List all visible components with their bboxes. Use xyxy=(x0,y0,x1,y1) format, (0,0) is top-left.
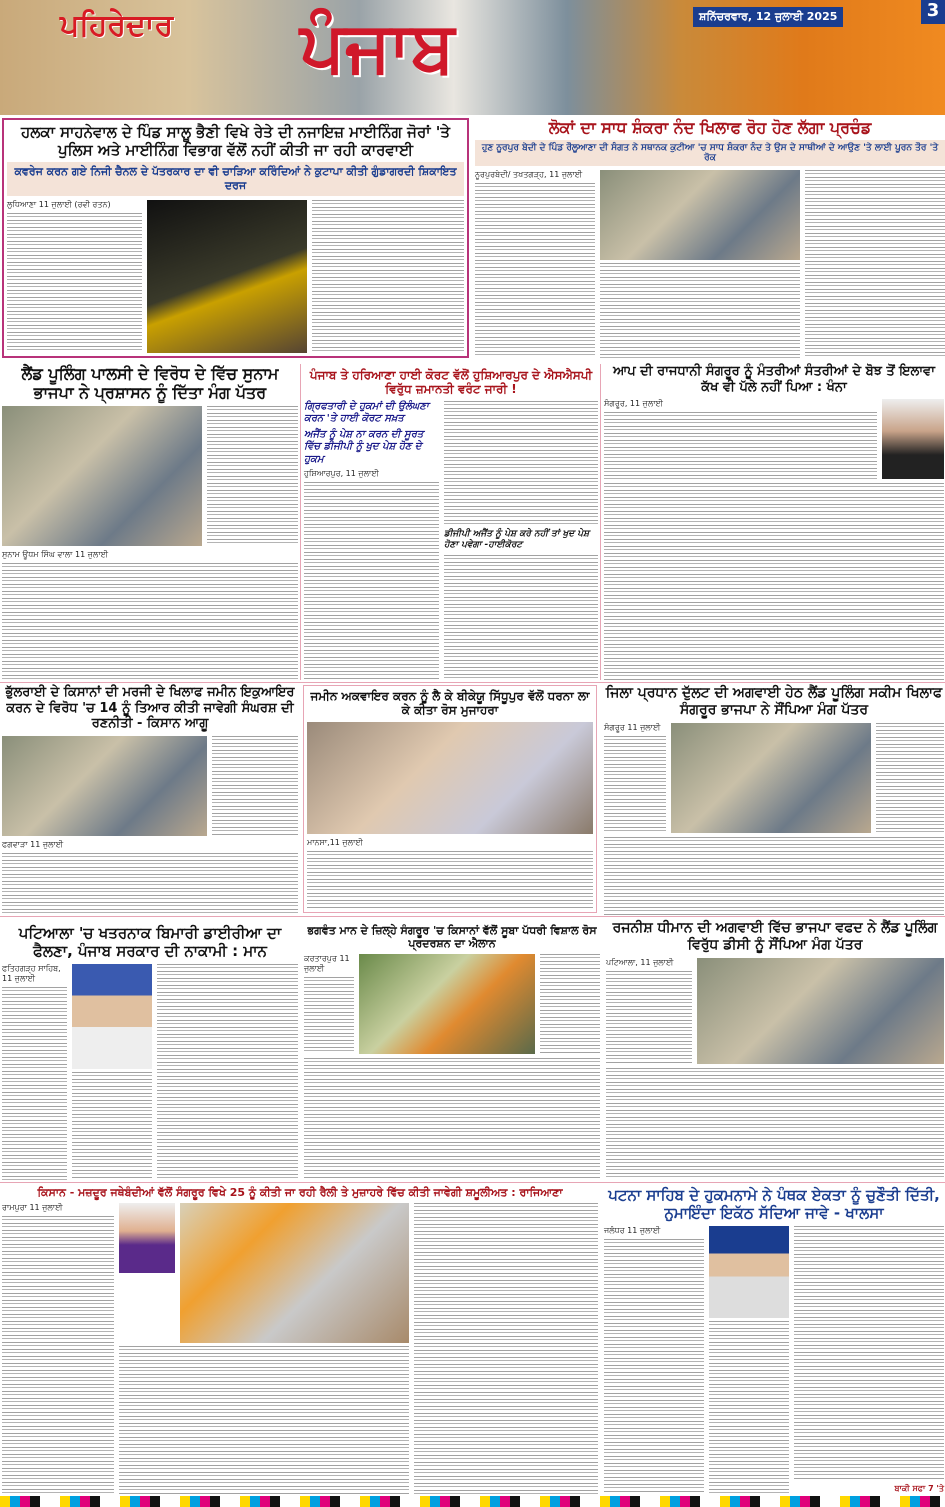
bjp-meeting-photo xyxy=(671,723,871,833)
story-dullat xyxy=(604,685,944,915)
body-text xyxy=(207,406,298,546)
union-meeting-photo xyxy=(180,1203,409,1343)
headline: ਕਿਸਾਨ - ਮਜ਼ਦੂਰ ਜਥੇਬੰਦੀਆਂ ਵੱਲੋਂ ਸੰਗਰੂਰ ਵਿਖੇ 25 ਨੂੰ ਕੀਤੀ ਜਾ ਰਹੀ ਰੈਲੀ ਤੇ ਮੁਜ਼ਾਹਰੇ ਵਿੱਚ ਕੀਤੀ ਜਾਵੇਗੀ ਸ਼ਮੂਲੀਅਤ : ਰਾਜਿਆਣਾ xyxy=(37,1186,563,1199)
body-text xyxy=(475,183,595,358)
dateline: ਸੰਗਰੂਰ 11 ਜੁਲਾਈ xyxy=(604,722,661,732)
column-rule xyxy=(600,364,601,680)
headline: ਲੋਕਾਂ ਦਾ ਸਾਧ ਸ਼ੰਕਰਾ ਨੰਦ ਖਿਲਾਫ ਰੋਹ ਹੋਣ ਲੱਗਾ ਪ੍ਰਚੰਡ xyxy=(548,118,872,137)
subhead: ਹੁਣ ਨੂਰਪੁਰ ਬੇਦੀ ਦੇ ਪਿੰਡ ਰੌਲੂਆਣਾ ਦੀ ਸੰਗਤ ਨੇ ਸਥਾਨਕ ਕੁਟੀਆ 'ਚ ਸਾਧ ਸ਼ੰਕਰਾ ਨੰਦ ਤੇ ਉਸ ਦੇ ਸਾਥੀਆਂ ਦੇ ਆਉਣ 'ਤੇ ਲਾਈ ਪੂਰਨ ਤੌਰ 'ਤੇ ਰੋਕ xyxy=(475,140,945,166)
portrait-photo xyxy=(882,399,944,479)
story-aap xyxy=(604,364,944,680)
dateline: ਫਗਵਾੜਾ 11 ਜੁਲਾਈ xyxy=(2,839,64,849)
body-text xyxy=(157,964,298,1180)
body-text xyxy=(307,851,593,909)
body-text xyxy=(709,1321,789,1494)
body-text xyxy=(312,200,464,353)
headline: ਪਟਨਾ ਸਾਹਿਬ ਦੇ ਹੁਕਮਨਾਮੇ ਨੇ ਪੰਥਕ ਏਕਤਾ ਨੂੰ ਚੁਣੌਤੀ ਦਿੱਤੀ, ਨੁਮਾਇੰਦਾ ਇਕੱਠ ਸੱਦਿਆ ਜਾਵੇ - ਖਾਲਸਾ xyxy=(608,1186,940,1222)
portrait-photo xyxy=(72,964,152,1069)
body-text xyxy=(805,170,945,358)
body-text xyxy=(604,483,944,680)
mining-photo xyxy=(147,200,307,353)
dateline: ਫਤਿਹਗੜ੍ਹ ਸਾਹਿਬ, 11 ਜੁਲਾਈ xyxy=(2,964,61,983)
dateline: ਕਰਤਾਰਪੁਰ 11 ਜੁਲਾਈ xyxy=(304,954,350,974)
body-text xyxy=(606,971,692,1064)
story-kisan xyxy=(2,1186,598,1494)
body-text xyxy=(540,954,600,1054)
dateline: ਨੂਰਪੁਰਬੇਦੀ/ ਤਖਤਗੜ੍ਹ, 11 ਜੁਲਾਈ xyxy=(475,170,583,180)
row-rule xyxy=(0,916,945,917)
delegation-photo xyxy=(2,406,202,546)
story-patiala xyxy=(2,920,298,1180)
bullet-2: ਅਜੈਂਤ ਨੂੰ ਪੇਸ਼ ਨਾ ਕਰਨ ਦੀ ਸੂਰਤ ਵਿੱਚ ਡੀਜੀਪੀ ਨੂੰ ਖੁਦ ਪੇਸ਼ ਹੋਣ ਦੇ ਹੁਕਮ xyxy=(304,428,424,465)
body-text xyxy=(604,1239,704,1494)
body-text xyxy=(444,401,598,526)
story-patna xyxy=(604,1186,944,1494)
body-text xyxy=(444,555,598,680)
headline: ਪੰਜਾਬ ਤੇ ਹਰਿਆਣਾ ਹਾਈ ਕੋਰਟ ਵੱਲੋਂ ਹੁਸ਼ਿਆਰਪੁਰ ਦੇ ਐਸਐਸਪੀ ਵਿਰੁੱਧ ਜ਼ਮਾਨਤੀ ਵਰੰਟ ਜਾਰੀ ! xyxy=(309,368,593,397)
inline-heading: ਡੀਜੀਪੀ ਅਜੈਂਤ ਨੂੰ ਪੇਸ਼ ਕਰੇ ਨਹੀਂ ਤਾਂ ਖੁਦ ਪੇਸ਼ ਹੋਣਾ ਪਵੇਗਾ -ਹਾਈਕੋਰਟ xyxy=(444,529,590,551)
body-text xyxy=(304,977,354,1054)
row-rule xyxy=(0,682,945,683)
farmers-meeting-photo xyxy=(359,954,535,1054)
protest-photo xyxy=(307,722,593,834)
continued-note: ਬਾਕੀ ਸਫਾ 7 'ਤੇ xyxy=(894,1484,944,1493)
column-rule xyxy=(300,364,301,680)
headline: ਹਲਕਾ ਸਾਹਨੇਵਾਲ ਦੇ ਪਿੰਡ ਸਾਲੂ ਭੈਣੀ ਵਿਖੇ ਰੇਤੇ ਦੀ ਨਜਾਇਜ਼ ਮਾਈਨਿੰਗ ਜੋਰਾਂ 'ਤੇ ਪੁਲਿਸ ਅਤੇ ਮਾਈਨਿੰਗ ਵਿਭਾਗ ਵੱਲੋਂ ਨਹੀਂ ਕੀਤੀ ਜਾ ਰਹੀ ਕਾਰਵਾਈ xyxy=(21,123,450,159)
subhead: ਕਵਰੇਜ ਕਰਨ ਗਏ ਨਿਜੀ ਚੈਨਲ ਦੇ ਪੱਤਰਕਾਰ ਦਾ ਵੀ ਚਾੜਿਆ ਕਰਿੰਦਿਆਂ ਨੇ ਕੁਟਾਪਾ ਕੀਤੀ ਗੁੰਡਾਗਰਦੀ ਸ਼ਿਕਾਇਤ ਦਰਜ xyxy=(7,162,464,196)
headline: ਰਜਨੀਸ਼ ਧੀਮਾਨ ਦੀ ਅਗਵਾਈ ਵਿੱਚ ਭਾਜਪਾ ਵਫਦ ਨੇ ਲੈਂਡ ਪੂਲਿੰਗ ਵਿਰੁੱਧ ਡੀਸੀ ਨੂੰ ਸੌਂਪਿਆ ਮੰਗ ਪੱਤਰ xyxy=(612,920,938,953)
body-text xyxy=(72,1072,152,1180)
headline: ਭੁੱਲਰਾਈ ਦੇ ਕਿਸਾਨਾਂ ਦੀ ਮਰਜੀ ਦੇ ਖਿਲਾਫ ਜਮੀਨ ਇਕੁਆਇਰ ਕਰਨ ਦੇ ਵਿਰੋਧ 'ਚ 14 ਨੂੰ ਤਿਆਰ ਕੀਤੀ ਜਾਵੇਗੀ ਸੰਘਰਸ਼ ਦੀ ਰਣਨੀਤੀ - ਕਿਸਾਨ ਆਗੂ xyxy=(5,685,295,732)
story-sunam xyxy=(2,364,298,680)
issue-date: ਸ਼ਨਿੱਚਰਵਾਰ, 12 ਜੁਲਾਈ 2025 xyxy=(693,7,843,27)
dateline: ਸੁਨਾਮ ਊਧਮ ਸਿੰਘ ਵਾਲਾ 11 ਜੁਲਾਈ xyxy=(2,550,109,560)
story-mann xyxy=(304,920,600,1180)
portrait-photo xyxy=(709,1226,789,1318)
headline: ਆਪ ਦੀ ਰਾਜਧਾਨੀ ਸੰਗਰੂਰ ਨੂੰ ਮੰਤਰੀਆਂ ਸੰਤਰੀਆਂ ਦੇ ਬੋਝ ਤੋਂ ਇਲਾਵਾ ਕੱਖ ਵੀ ਪੱਲੇ ਨਹੀਂ ਪਿਆ : ਖੰਨਾ xyxy=(613,364,935,395)
body-text xyxy=(600,263,800,358)
section-title: ਪੰਜਾਬ xyxy=(300,5,455,88)
body-text xyxy=(119,1346,409,1494)
dateline: ਪਟਿਆਲਾ, 11 ਜੁਲਾਈ xyxy=(606,957,674,967)
body-text xyxy=(7,213,142,353)
row-rule xyxy=(0,1182,945,1183)
headline: ਭਗਵੰਤ ਮਾਨ ਦੇ ਜ਼ਿਲ੍ਹੇ ਸੰਗਰੂਰ 'ਚ ਕਿਸਾਨਾਂ ਵੱਲੋਂ ਸੂਬਾ ਪੱਧਰੀ ਵਿਸ਼ਾਲ ਰੋਸ ਪ੍ਰਦਰਸ਼ਨ ਦਾ ਐਲਾਨ xyxy=(307,924,597,951)
body-text xyxy=(304,1058,600,1180)
story-bhulrai xyxy=(2,685,298,915)
body-text xyxy=(212,736,298,836)
body-text xyxy=(604,412,877,479)
story-mining xyxy=(2,118,469,358)
dateline: ਰਾਮਪੁਰਾ 11 ਜੁਲਾਈ xyxy=(2,1203,63,1213)
dateline: ਸੰਗਰੂਰ, 11 ਜੁਲਾਈ xyxy=(604,399,663,409)
body-text xyxy=(606,1068,944,1180)
headline: ਜਿਲਾ ਪ੍ਰਧਾਨ ਦੁੱਲਟ ਦੀ ਅਗਵਾਈ ਹੇਠ ਲੈਂਡ ਪੂਲਿੰਗ ਸਕੀਮ ਖਿਲਾਫ ਸੰਗਰੂਰ ਭਾਜਪਾ ਨੇ ਸੌਂਪਿਆ ਮੰਗ ਪੱਤਰ xyxy=(605,685,943,718)
dateline: ਹੁਸ਼ਿਆਰਪੁਰ, 11 ਜੁਲਾਈ xyxy=(304,469,379,479)
page-number: 3 xyxy=(921,0,945,24)
gathering-photo xyxy=(600,170,800,260)
story-sadh xyxy=(475,118,945,358)
body-text xyxy=(2,1216,114,1494)
headline: ਜਮੀਨ ਅਕਵਾਇਰ ਕਰਨ ਨੂੰ ਲੈ ਕੇ ਬੀਕੇਯੂ ਸਿੱਧੂਪੁਰ ਵੱਲੋਂ ਧਰਨਾ ਲਾ ਕੇ ਕੀਤਾ ਰੋਸ ਮੁਜਾਹਰਾ xyxy=(310,689,590,718)
headline: ਪਟਿਆਲਾ 'ਚ ਖਤਰਨਾਕ ਬਿਮਾਰੀ ਡਾਈਰੀਆ ਦਾ ਫੈਲਣਾ, ਪੰਜਾਬ ਸਰਕਾਰ ਦੀ ਨਾਕਾਮੀ : ਮਾਨ xyxy=(18,924,282,960)
newspaper-logo: ਪਹਿਰੇਦਾਰ xyxy=(60,8,174,43)
portrait-photo xyxy=(119,1203,175,1273)
body-text xyxy=(414,1203,598,1494)
print-color-bar xyxy=(0,1496,945,1507)
body-text xyxy=(2,853,298,915)
body-text xyxy=(604,736,666,833)
headline: ਲੈਂਡ ਪੂਲਿੰਗ ਪਾਲਸੀ ਦੇ ਵਿਰੋਧ ਦੇ ਵਿੱਚ ਸੁਨਾਮ ਭਾਜਪਾ ਨੇ ਪ੍ਰਸ਼ਾਸਨ ਨੂੰ ਦਿੱਤਾ ਮੰਗ ਪੱਤਰ xyxy=(21,364,279,403)
story-dhiman xyxy=(606,920,944,1180)
bullet-1: ਗ੍ਰਿਫਤਾਰੀ ਦੇ ਹੁਕਮਾਂ ਦੀ ਉਲੰਘਣਾ ਕਰਨ 'ਤੇ ਹਾਈ ਕੋਰਟ ਸਖ਼ਤ xyxy=(304,400,429,425)
body-text xyxy=(2,563,298,680)
body-text xyxy=(604,837,944,915)
story-bku xyxy=(303,685,597,913)
body-text xyxy=(876,723,944,833)
body-text xyxy=(2,987,67,1180)
dateline: ਲੁਧਿਆਣਾ 11 ਜੁਲਾਈ (ਰਵੀ ਰਤਨ) xyxy=(7,200,111,209)
dc-meeting-photo xyxy=(697,958,944,1064)
farmers-photo xyxy=(2,736,207,836)
dateline: ਜਲੰਧਰ 11 ਜੁਲਾਈ xyxy=(604,1226,661,1235)
body-text xyxy=(304,482,439,680)
dateline: ਮਾਨਸਾ,11 ਜੁਲਾਈ xyxy=(307,837,363,847)
body-text xyxy=(794,1226,944,1481)
story-highcourt xyxy=(304,364,598,680)
